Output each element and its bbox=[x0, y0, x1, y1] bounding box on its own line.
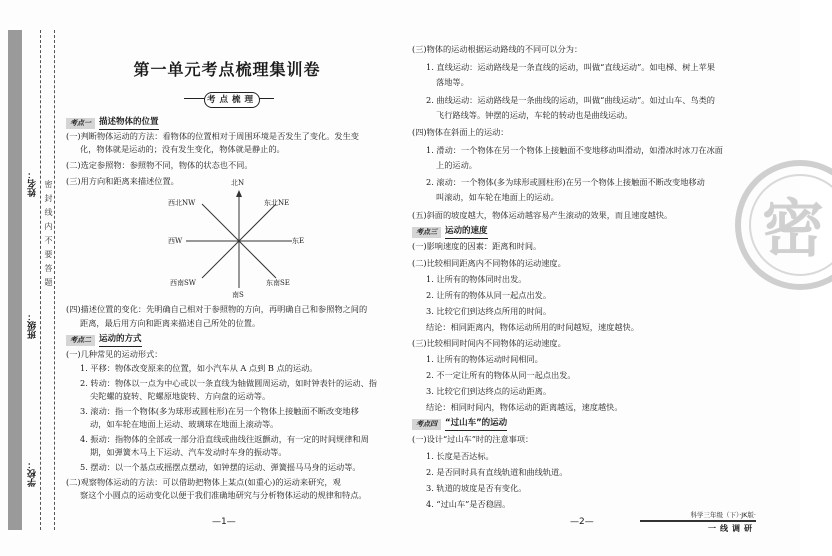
s1-para-2: (二)选定参照物：参照物不同，物体的状态也不同。 bbox=[66, 160, 253, 170]
r-item-1: 1. 直线运动：运动路线是一条直线的运动，叫做“直线运动”。如电梯、树上苹果 bbox=[426, 62, 715, 72]
s2-item-5: 5. 摆动：以一个基点或摇摆点摆动，如钟摆的运动、弹簧摇马马身的运动等。 bbox=[80, 462, 361, 472]
compass-diagram bbox=[168, 179, 305, 299]
section-1-title: 描述物体的位置 bbox=[99, 116, 159, 129]
compass-se: 东南SE bbox=[266, 279, 290, 287]
s2-item-4b: 期，如弹簧木马上下运动、汽车发动时车身的振动等。 bbox=[90, 447, 287, 457]
svg-text:密: 密 bbox=[762, 192, 825, 265]
compass-n: 北N bbox=[231, 179, 245, 187]
kaodian-banner bbox=[184, 92, 274, 108]
r-para-7: (一)设计“过山车”时的注意事项： bbox=[412, 434, 534, 444]
s2-para-2b: 察这个小圆点的运动变化以便于我们准确地研究与分析物体运动的规律和特点。 bbox=[80, 490, 367, 500]
s2-item-2b: 尖陀螺的旋转、陀螺原地旋转、方向盘的运动等。 bbox=[90, 391, 271, 401]
r-conclusion-2: 结论：相同时间内，物体运动的距离越远，速度越快。 bbox=[426, 402, 623, 412]
cut-line bbox=[40, 30, 41, 530]
seal-notice: 密封线内不要答题 bbox=[44, 180, 53, 292]
section-4-heading bbox=[412, 418, 507, 430]
left-column bbox=[66, 0, 388, 556]
brand-subtitle: 科学三年级（下）·JK版· bbox=[640, 510, 756, 522]
r-para-4: (一)影响速度的因素：距离和时间。 bbox=[412, 241, 542, 251]
section-2-tag: 考点二 bbox=[66, 335, 95, 346]
page-title: 第一单元考点梳理集训卷 bbox=[133, 60, 321, 79]
r-item-8: 1. 让所有的物体运动时间相同。 bbox=[426, 354, 543, 364]
r-para-3: (五)斜面的坡度越大，物体运动越容易产生滚动的效果，而且速度越快。 bbox=[412, 210, 673, 220]
class-field[interactable] bbox=[26, 312, 40, 339]
r-item-14: 4. “过山车”是否稳固。 bbox=[426, 499, 511, 509]
page-number-left: —1— bbox=[212, 517, 236, 527]
r-para-6: (三)比较相同时间内不同物体的运动速度。 bbox=[412, 338, 566, 348]
r-item-3: 1. 滑动：一个物体在另一个物体上接触面不变地移动叫滑动，如滑冰时冰刀在冰面 bbox=[426, 145, 723, 155]
r-item-2: 2. 曲线运动：运动路线是一条曲线的运动，叫做“曲线运动”。如过山车、鸟类的 bbox=[426, 95, 715, 105]
section-4-title: “过山车”的运动 bbox=[445, 417, 507, 430]
s2-item-2: 2. 转动：物体以一点为中心或以一条直线为轴做圆周运动，如时钟表针的运动、指 bbox=[80, 378, 377, 388]
r-item-7: 3. 比较它们到达终点所用的时间。 bbox=[426, 306, 552, 316]
r-para-2: (四)物体在斜面上的运动： bbox=[412, 127, 509, 137]
s1-para-3: (三)用方向和距离来描述位置。 bbox=[66, 176, 179, 186]
name-field[interactable] bbox=[26, 170, 40, 197]
r-item-2b: 飞行路线等。钟摆的运动，车轮的转动也是曲线运动。 bbox=[436, 110, 633, 120]
r-item-9: 2. 不一定让所有的物体从同一起点出发。 bbox=[426, 370, 576, 380]
s2-para-1: (一)几种常见的运动形式： bbox=[66, 349, 163, 359]
s2-item-4: 4. 振动：指物体的全部或一部分沿直线或曲线往返颤动，有一定的时间规律和周 bbox=[80, 434, 369, 444]
banner-label: 考点梳理 bbox=[204, 92, 260, 108]
r-item-1b: 落地等。 bbox=[436, 77, 469, 87]
r-item-6: 2. 让所有的物体从同一起点出发。 bbox=[426, 290, 552, 300]
north-arrow-icon bbox=[236, 190, 242, 197]
compass-s: 南S bbox=[232, 291, 244, 299]
section-3-heading bbox=[412, 226, 488, 238]
compass-nw: 西北NW bbox=[168, 199, 196, 207]
class-label: 班级： bbox=[28, 312, 38, 339]
brand-footer bbox=[640, 510, 756, 536]
section-2-title: 运动的方式 bbox=[99, 333, 142, 346]
s2-item-3b: 动，如车轮在地面上运动、玻璃球在地面上滚动等。 bbox=[90, 419, 279, 429]
r-item-13: 3. 轨道的坡度是否有变化。 bbox=[426, 483, 527, 493]
section-1-tag: 考点一 bbox=[66, 118, 95, 129]
binding-strip bbox=[0, 0, 62, 556]
s1-para-4: (四)描述位置的变化：先明确自己相对于参照物的方向，再明确自己和参照物之间的 bbox=[66, 304, 368, 314]
compass-e: 东E bbox=[292, 237, 305, 245]
r-para-1: (三)物体的运动根据运动路线的不同可以分为： bbox=[412, 44, 583, 54]
r-item-11: 1. 长度是否达标。 bbox=[426, 451, 494, 461]
r-item-3b: 上的运动。 bbox=[436, 160, 477, 170]
school-label: 学校： bbox=[28, 460, 38, 487]
r-item-12: 2. 是否同时具有直线轨道和曲线轨道。 bbox=[426, 467, 568, 477]
section-4-tag: 考点四 bbox=[412, 419, 441, 430]
s2-item-3: 3. 滚动：指一个物体(多为球形或圆柱形)在另一个物体上接触面不断改变地移 bbox=[80, 406, 359, 416]
page-number-right: —2— bbox=[570, 517, 594, 527]
r-conclusion-1: 结论：相同距离内，物体运动所用的时间越短，速度越快。 bbox=[426, 322, 639, 332]
section-3-tag: 考点三 bbox=[412, 227, 441, 238]
section-2-heading bbox=[66, 334, 142, 346]
confidential-stamp-icon bbox=[722, 150, 832, 300]
name-label: 姓名： bbox=[28, 170, 38, 197]
compass-ne: 东北NE bbox=[264, 199, 290, 207]
r-item-10: 3. 比较它们到达终点的运动距离。 bbox=[426, 386, 552, 396]
s2-item-1: 1. 平移：物体改变原来的位置，如小汽车从 A 点到 B 点的运动。 bbox=[80, 363, 318, 373]
cut-line-inner bbox=[54, 30, 55, 530]
right-column bbox=[412, 0, 742, 556]
s1-para-1: (一)判断物体运动的方法：看物体的位置相对于周围环境是否发生了变化。发生变 bbox=[66, 131, 359, 141]
r-item-4: 2. 滚动：一个物体(多为球形或圆柱形)在另一个物体上接触面不断改变地移动 bbox=[426, 177, 705, 187]
brand-name: 一线调研 bbox=[708, 524, 756, 533]
school-field[interactable] bbox=[26, 460, 40, 487]
r-item-5: 1. 让所有的物体同时出发。 bbox=[426, 274, 527, 284]
compass-sw: 西南SW bbox=[170, 279, 196, 287]
section-3-title: 运动的速度 bbox=[445, 225, 488, 238]
section-1-heading bbox=[66, 117, 159, 129]
s2-para-2: (二)观察物体运动的方法：可以借助把物体上某点(如重心)的运动来研究，观 bbox=[66, 477, 341, 487]
r-item-4b: 叫滚动，如车轮在地面上的运动。 bbox=[436, 192, 559, 202]
s1-para-1b: 化，物体就是运动的；没有发生变化，物体就是静止的。 bbox=[80, 144, 285, 154]
compass-w: 西W bbox=[168, 237, 183, 245]
binding-bar bbox=[8, 30, 22, 530]
s1-para-4b: 距离，最后用方向和距离来描述自己所处的位置。 bbox=[80, 318, 261, 328]
r-para-5: (二)比较相同距离内不同物体的运动速度。 bbox=[412, 258, 566, 268]
